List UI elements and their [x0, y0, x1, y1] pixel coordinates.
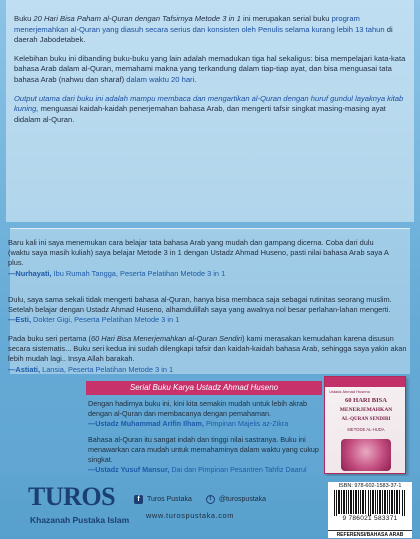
intro-p1-b: ini merupakan serial buku	[240, 14, 332, 23]
testimonial-1	[8, 238, 392, 279]
testimonial-1-author: —Nurhayati,	[8, 268, 52, 278]
series-q1-author: —Ustadz Muhammad Arifin Ilham,	[88, 419, 204, 428]
social-links	[134, 495, 266, 504]
testimonial-1-role: Ibu Rumah Tangga, Peserta Pelatihan Metode 3 in 1	[51, 268, 226, 278]
series-q2-role: Dai dan Pimpinan Pesantren Tahfiz Daarul	[171, 465, 307, 474]
series-q2-author: —Ustadz Yusuf Mansur,	[88, 465, 170, 474]
publisher-tagline: Khazanah Pustaka Islam	[30, 515, 130, 525]
isbn-label: ISBN: 978-602-1583-37-1	[338, 483, 402, 489]
intro-paragraph-2	[14, 54, 406, 86]
testimonial-2	[8, 295, 392, 326]
intro-p2-a: Kelebihan buku ini dibanding buku-buku yang lain adalah memadukan tiga hal sekaligus: bisa mempelajari kata-kata bahasa Arab dalam al-Quran, memahami makna yang terkandung dalam tiap-tiap ayat, dan bisa menguasai tata bahasa Arab (nahwu dan sharaf)	[14, 53, 406, 84]
barcode-icon	[332, 490, 408, 516]
intro-p2-highlight: dalam waktu 20 hari.	[126, 74, 197, 84]
facebook-icon: f	[134, 495, 143, 504]
intro-p1-c: di daerah Jabodetabek.	[14, 24, 393, 45]
book-title-ref: 20 Hari Bisa Paham al-Quran dengan Tafsirnya Metode 3 in 1	[33, 14, 241, 23]
testimonial-3-text-a: Pada buku seri pertama (	[8, 334, 91, 343]
book-cover-title-1: 60 HARI BISA	[345, 397, 387, 404]
series-title: Serial Buku Karya Ustadz Ahmad Huseno	[86, 381, 322, 395]
series-q1-text: Dengan hadirnya buku ini, kini kita semakin mudah untuk lebih akrab dengan al-Quran dan membacanya dengan pemahaman.	[88, 399, 307, 418]
intro-paragraph-1	[14, 14, 406, 46]
intro-p3-highlight: Output utama dari buku ini adalah mampu membaca dan mengartikan al-Quran dengan huruf gundul layaknya kitab kuning,	[14, 93, 404, 114]
book-cover-art	[341, 439, 391, 471]
testimonial-3-text	[8, 334, 412, 365]
twitter-handle: @turospustaka	[218, 496, 267, 503]
isbn-barcode-box	[328, 482, 412, 530]
series-q2-text: Bahasa al-Quran itu sangat indah dan tinggi nilai sastranya. Buku ini menawarkan cara mudah untuk memahaminya dalam waktu yang cukup singkat.	[88, 435, 319, 464]
intro-p3-b: menguasai kaidah-kaidah penerjemahan bahasa Arab, dan mengerti tafsir singkat masing-masing ayat didalam al-Quran.	[14, 104, 386, 124]
intro-p1-a: Buku	[14, 14, 34, 23]
intro-text	[14, 14, 406, 133]
testimonial-3-author: —Astiati,	[8, 364, 41, 374]
testimonial-2-text: Dulu, saya sama sekali tidak mengerti bahasa al-Quran, hanya bisa membaca saja sebagai rutinitas seorang muslim. Setelah belajar dengan Ustadz Ahmad Huseno, alhamdulillah saya yang awalnya nol besar perlahan-lahan mengerti.	[8, 295, 392, 315]
testimonial-3-role: Lansia, Peserta Pelatihan Metode 3 in 1	[40, 364, 174, 374]
publisher-website: www.turospustaka.com	[146, 511, 234, 520]
book-cover-title-3: AL-QURAN SENDIRI	[341, 417, 391, 422]
series-quote-1	[88, 399, 320, 429]
series-book-cover	[324, 376, 406, 474]
intro-p1-highlight: program menerjemahkan al-Quran yang diasuh secara serius dan konsisten oleh Penulis selama kurang lebih 13 tahun	[14, 14, 385, 34]
testimonial-1-text: Baru kali ini saya menemukan cara belajar tata bahasa Arab yang mudah dan gampang dicerna. Coba dari dulu (waktu saya masih kuliah) saya belajar Metode 3 in 1 dengan Ustadz Ahmad Huseno, pasti nilai bahasa Arab saya A plus.	[8, 238, 389, 268]
book-cover-title-2: MENERJEMAHKAN	[339, 407, 393, 413]
book-band	[325, 377, 405, 387]
publisher-logo: TUROS	[28, 482, 116, 511]
testimonial-3-text-b: ) kami merasakan kemudahan karena disusun secara sistematis... Buku seri kedua ini sudah dilengkapi tafsir dan kaidah-kaidah bahasa Arab, sehingga saya yakin akan lebih mudah lagi.. Insya Allah barakah.	[8, 334, 407, 364]
testimonial-3	[8, 334, 412, 375]
isbn-digits: 9 786021 583371	[342, 515, 398, 522]
intro-paragraph-3	[14, 94, 406, 126]
book-cover-title-4: METODE AL-HUDA	[347, 427, 385, 432]
category-label: REFERENSI/BAHASA ARAB	[328, 530, 412, 538]
testimonial-2-author: —Esti,	[8, 315, 31, 325]
testimonial-2-role: Dokter Gigi, Peserta Pelatihan Metode 3 in 1	[31, 315, 180, 325]
series-q1-role: Pimpinan Majelis az-Zikra	[203, 419, 289, 428]
book-cover-author: Ustadz Ahmad Huseno	[329, 389, 370, 394]
testimonial-3-book-ref: 60 Hari Bisa Menerjemahkan al-Quran Sendiri	[90, 334, 243, 343]
facebook-handle: Turos Pustaka	[147, 496, 192, 503]
twitter-icon: t	[206, 495, 215, 504]
